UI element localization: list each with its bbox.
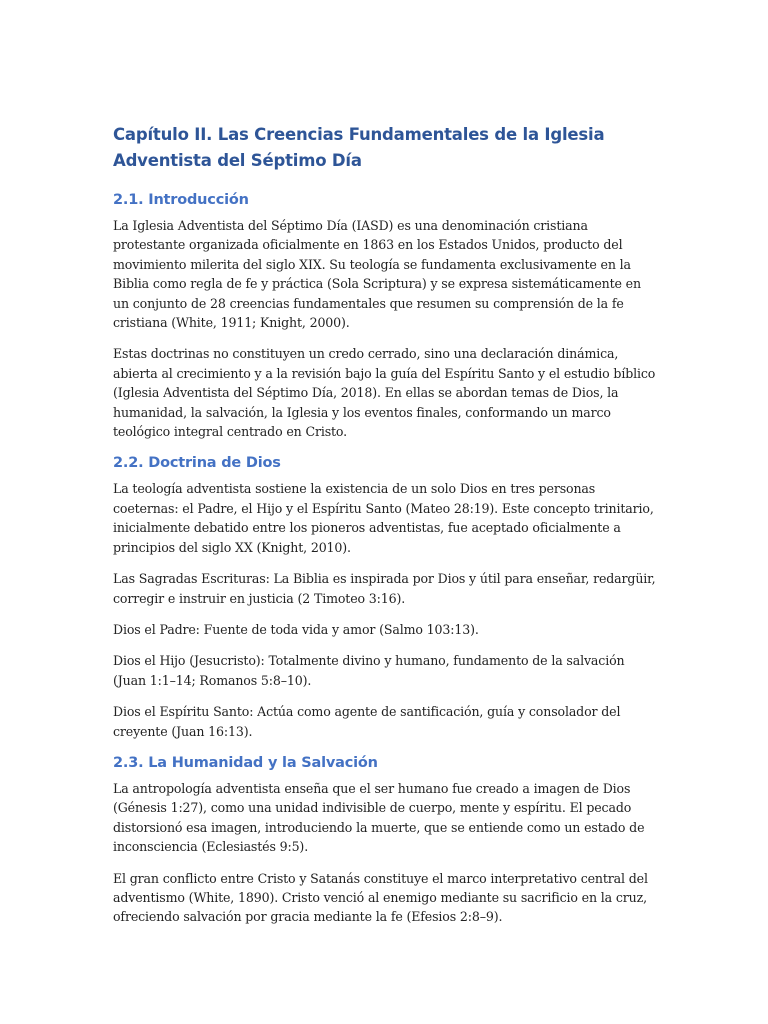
paragraph: La antropología adventista enseña que el ser humano fue creado a imagen de Dios (Génesis 1:27), como una unidad indivisible de cuerpo, mente y espíritu. El pecado distorsionó esa imagen, introduciendo la muerte, que se entiende como un estado de inconsciencia (Eclesiastés 9:5). xyxy=(113,780,645,855)
paragraph: Estas doctrinas no constituyen un credo cerrado, sino una declaración dinámica, abierta al crecimiento y a la revisión bajo la guía del Espíritu Santo y el estudio bíblico (Iglesia Adventista del Séptimo Día, 2018). En ellas se abordan temas de Dios, la humanidad, la salvación, la Iglesia y los eventos finales, conformando un marco teológico integral centrado en Cristo. xyxy=(113,346,656,440)
section-heading: 2.3. La Humanidad y la Salvación xyxy=(113,754,378,771)
section-introduccion xyxy=(113,190,656,441)
section-heading: 2.1. Introducción xyxy=(113,192,249,208)
section-doctrina-de-dios xyxy=(113,453,656,740)
paragraph: Dios el Hijo (Jesucristo): Totalmente divino y humano, fundamento de la salvación (Juan 1:1–14; Romanos 5:8–10). xyxy=(113,653,625,688)
paragraph: La teología adventista sostiene la existencia de un solo Dios en tres personas coeternas: el Padre, el Hijo y el Espíritu Santo (Mateo 28:19). Este concepto trinitario, inicialmente debatido entre los pioneros adventistas, fue aceptado oficialmente a principios del siglo XX (Knight, 2010). xyxy=(113,481,654,555)
paragraph: El gran conflicto entre Cristo y Satanás constituye el marco interpretativo central del adventismo (White, 1890). Cristo venció al enemigo mediante su sacrificio en la cruz, ofreciendo salvación por gracia mediante la fe (Efesios 2:8–9). xyxy=(113,870,648,925)
section-humanidad-y-salvacion xyxy=(113,753,656,927)
paragraph: Dios el Padre: Fuente de toda vida y amor (Salmo 103:13). xyxy=(113,621,479,637)
paragraph: Dios el Espíritu Santo: Actúa como agente de santificación, guía y consolador del creyente (Juan 16:13). xyxy=(113,704,621,739)
paragraph: Las Sagradas Escrituras: La Biblia es inspirada por Dios y útil para enseñar, redargüir, corregir e instruir en justicia (2 Timoteo 3:16). xyxy=(113,571,656,606)
section-heading: 2.2. Doctrina de Dios xyxy=(113,455,281,472)
chapter-title: Capítulo II. Las Creencias Fundamentales de la Iglesia Adventista del Séptimo Día xyxy=(113,125,605,170)
paragraph: La Iglesia Adventista del Séptimo Día (IASD) es una denominación cristiana protestante organizada oficialmente en 1863 en los Estados Unidos, producto del movimiento milerita del siglo XIX. Su teología se fundamenta exclusivamente en la Biblia como regla de fe y práctica (Sola Scriptura) y se expresa sistemáticamente en un conjunto de 28 creencias fundamentales que resumen su comprensión de la fe cristiana (White, 1911; Knight, 2000). xyxy=(113,218,641,331)
